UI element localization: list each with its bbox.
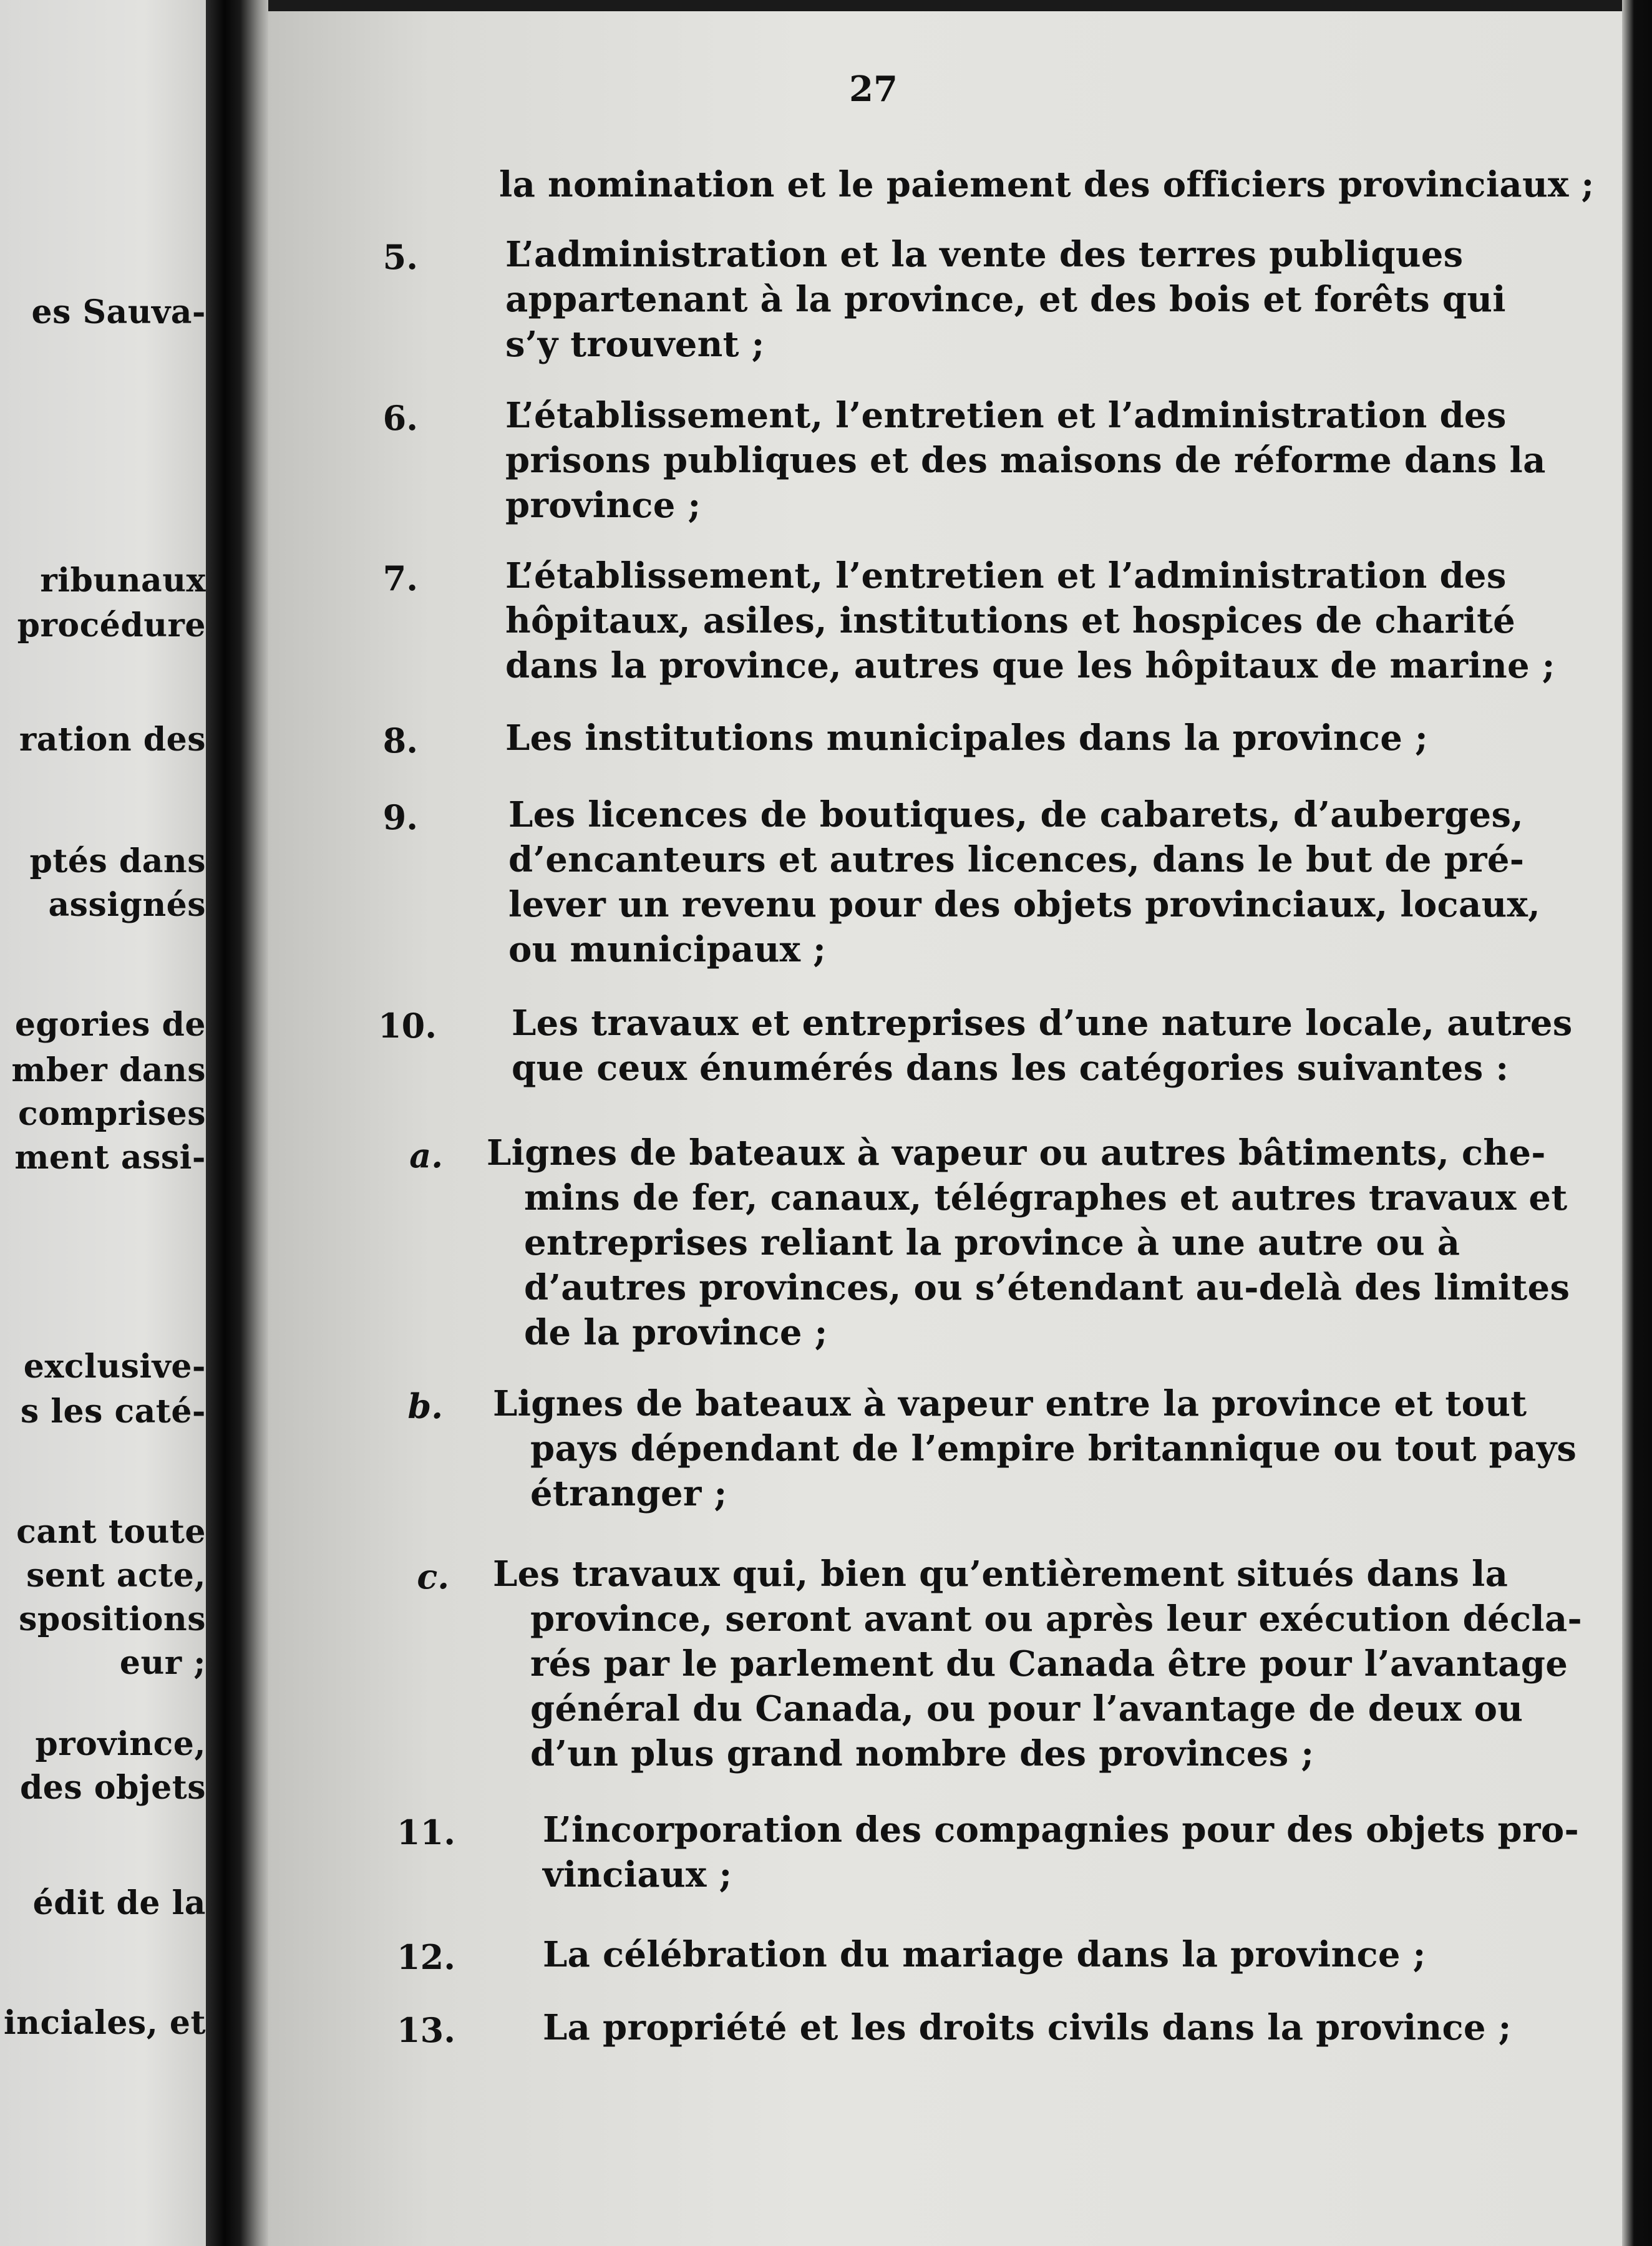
left-text-line: s les caté- <box>20 1393 206 1431</box>
item-number: 8. <box>382 721 418 761</box>
text-line: province, seront avant ou après leur exécution décla- <box>530 1598 1583 1640</box>
left-text-line: province, <box>35 1725 206 1763</box>
text-line: L’incorporation des compagnies pour des objets pro- <box>543 1809 1580 1850</box>
text-line: Les travaux et entreprises d’une nature locale, autres <box>512 1003 1573 1044</box>
left-text-line: comprises <box>17 1095 206 1133</box>
text-line: ou municipaux ; <box>508 929 827 970</box>
item-number: 9. <box>382 797 418 837</box>
left-text-line: assignés <box>48 886 206 924</box>
left-text-line: inciales, et <box>3 2004 206 2042</box>
text-line: province ; <box>505 485 701 526</box>
scan-right-border <box>1622 0 1652 2246</box>
left-text-line: eur ; <box>119 1644 206 1682</box>
text-line: la nomination et le paiement des officiers provinciaux ; <box>499 164 1595 205</box>
item-8-text <box>505 716 1428 761</box>
item-letter: c. <box>417 1557 449 1597</box>
text-line: La célébration du mariage dans la province ; <box>543 1934 1426 1975</box>
text-line: s’y trouvent ; <box>505 324 765 365</box>
text-line: L’établissement, l’entretien et l’administration des <box>505 395 1507 436</box>
text-line: lever un revenu pour des objets provinciaux, locaux, <box>508 884 1541 925</box>
text-line: hôpitaux, asiles, institutions et hospices de charité <box>505 600 1516 641</box>
item-letter: b. <box>407 1386 443 1426</box>
continuation-text <box>499 162 1594 207</box>
item-number: 5. <box>382 237 418 277</box>
item-number: 6. <box>382 398 418 438</box>
left-text-line: cant toute <box>16 1513 206 1551</box>
item-7-text <box>505 553 1555 688</box>
book-binding-gutter <box>206 0 268 2246</box>
text-line: de la province ; <box>524 1312 828 1353</box>
text-line: d’un plus grand nombre des provinces ; <box>530 1733 1314 1774</box>
left-text-line: des objets <box>19 1769 206 1807</box>
left-page-fragment <box>0 0 206 2246</box>
item-12-text <box>543 1932 1426 1977</box>
text-line: appartenant à la province, et des bois et forêts qui <box>505 279 1506 320</box>
item-letter: a. <box>409 1135 443 1175</box>
text-line: Lignes de bateaux à vapeur ou autres bâtiments, che- <box>487 1132 1546 1174</box>
item-5-text <box>505 232 1506 367</box>
item-number: 10. <box>378 1006 437 1046</box>
left-text-line: édit de la <box>32 1884 206 1922</box>
text-line: Les licences de boutiques, de cabarets, d’auberges, <box>508 794 1524 835</box>
page-top-edge <box>268 0 1622 11</box>
page-number: 27 <box>849 69 898 110</box>
text-line: étranger ; <box>530 1473 727 1514</box>
item-b-text <box>493 1381 1577 1516</box>
left-text-line: ration des <box>19 721 206 759</box>
text-line: Les travaux qui, bien qu’entièrement situés dans la <box>493 1553 1509 1595</box>
left-text-line: mber dans <box>11 1051 206 1089</box>
text-line: Lignes de bateaux à vapeur entre la province et tout <box>493 1383 1527 1424</box>
text-line: général du Canada, ou pour l’avantage de deux ou <box>530 1688 1523 1729</box>
item-a-text <box>487 1130 1570 1355</box>
text-line: Les institutions municipales dans la province ; <box>505 717 1428 759</box>
left-text-line: ribunaux <box>40 562 206 600</box>
text-line: prisons publiques et des maisons de réforme dans la <box>505 440 1546 481</box>
text-line: d’autres provinces, ou s’étendant au-delà des limites <box>524 1267 1570 1308</box>
item-number: 13. <box>397 2010 455 2050</box>
item-11-text <box>543 1807 1579 1897</box>
left-text-line: ptés dans <box>29 842 206 880</box>
item-number: 12. <box>397 1937 455 1977</box>
text-line: vinciaux ; <box>543 1854 732 1895</box>
text-line: dans la province, autres que les hôpitaux de marine ; <box>505 645 1555 686</box>
item-c-text <box>493 1552 1582 1776</box>
text-line: d’encanteurs et autres licences, dans le but de pré- <box>508 839 1525 880</box>
text-line: que ceux énumérés dans les catégories suivantes : <box>512 1048 1509 1089</box>
left-text-line: exclusive- <box>23 1348 206 1386</box>
text-line: pays dépendant de l’empire britannique ou tout pays <box>530 1428 1577 1469</box>
text-line: L’administration et la vente des terres publiques <box>505 234 1464 275</box>
text-line: entreprises reliant la province à une autre ou à <box>524 1222 1460 1263</box>
left-text-line: sent acte, <box>26 1557 206 1595</box>
item-number: 11. <box>397 1812 455 1852</box>
text-line: L’établissement, l’entretien et l’administration des <box>505 555 1507 596</box>
left-text-line: spositions <box>19 1600 206 1638</box>
item-13-text <box>543 2005 1512 2050</box>
item-9-text <box>508 792 1540 972</box>
item-6-text <box>505 393 1546 528</box>
left-text-line: procédure <box>17 606 206 644</box>
left-text-line: es Sauva- <box>31 293 206 331</box>
item-number: 7. <box>382 558 418 598</box>
left-text-line: ment assi- <box>14 1139 206 1177</box>
text-line: La propriété et les droits civils dans la province ; <box>543 2007 1512 2048</box>
left-text-line: egories de <box>14 1006 206 1044</box>
item-10-text <box>512 1001 1573 1091</box>
text-line: mins de fer, canaux, télégraphes et autres travaux et <box>524 1177 1568 1218</box>
text-line: rés par le parlement du Canada être pour l’avantage <box>530 1643 1568 1685</box>
